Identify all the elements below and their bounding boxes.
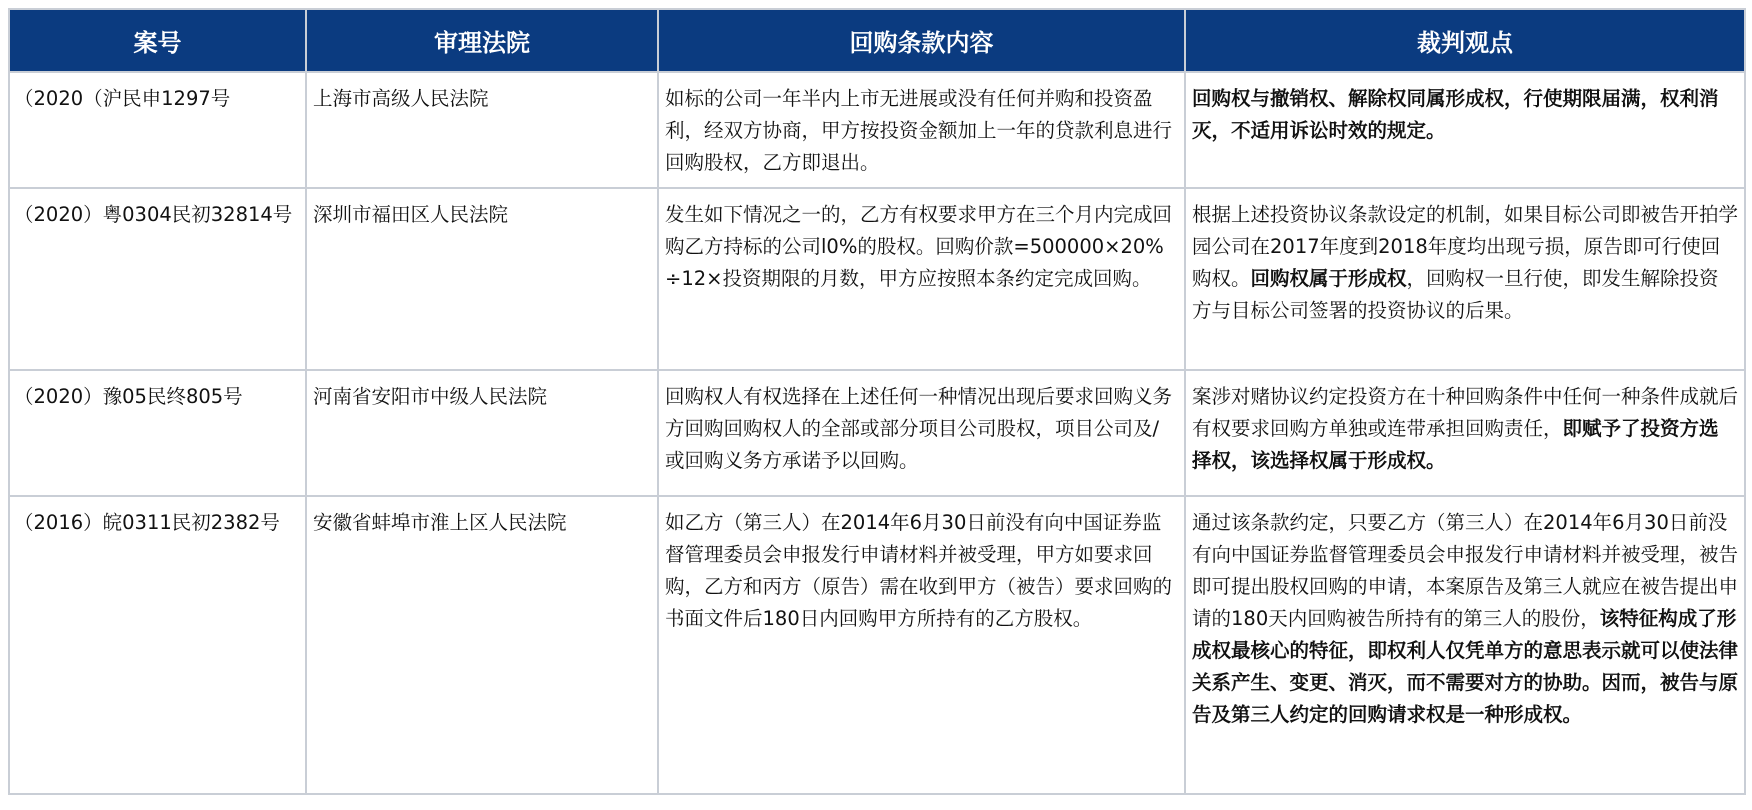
opinion-highlight: 回购权与撤销权、解除权同属形成权，行使期限届满，权利消灭，不适用诉讼时效的规定。 [1192, 87, 1719, 142]
opinion-text: 根据上述投资协议条款设定的机制，如果目标公司即被告开拍学园公司在2017年度到2018年度均出现亏损，原告即可行使回购权。 [1192, 203, 1739, 290]
opinion-text: 案涉对赌协议约定投资方在十种回购条件中任何一种条件成就后有权要求回购方单独或连带承担回购责任， [1192, 385, 1739, 440]
opinion-text: 通过该条款约定，只要乙方（第三人）在2014年6月30日前没有向中国证券监督管理委员会申报发行申请材料并被受理，被告即可提出股权回购的申请，本案原告及第三人就应在被告提出申请的180天内回购被告所持有的第三人的股份， [1192, 511, 1739, 630]
opinion-highlight: 即赋予了投资方选择权，该选择权属于形成权。 [1192, 417, 1719, 472]
table-row [9, 496, 1745, 794]
opinion-cell [1185, 72, 1745, 188]
case-no-cell: （2020）粤0304民初32814号 [9, 188, 306, 370]
clause-cell: 发生如下情况之一的，乙方有权要求甲方在三个月内完成回购乙方持标的公司l0%的股权。回购价款=500000×20%÷12×投资期限的月数，甲方应按照本条约定完成回购。 [658, 188, 1185, 370]
case-no-cell: （2016）皖0311民初2382号 [9, 496, 306, 794]
opinion-highlight: 该特征构成了形成权最核心的特征，即权利人仅凭单方的意思表示就可以使法律关系产生、变更、消灭，而不需要对方的协助。因而，被告与原告及第三人约定的回购请求权是一种形成权。 [1192, 607, 1739, 726]
header-opinion: 裁判观点 [1185, 9, 1745, 72]
table-row [9, 72, 1745, 188]
court-cell: 河南省安阳市中级人民法院 [306, 370, 658, 496]
case-no-cell: （2020）豫05民终805号 [9, 370, 306, 496]
case-table-container [8, 8, 1744, 795]
court-cell: 安徽省蚌埠市淮上区人民法院 [306, 496, 658, 794]
case-table [8, 8, 1746, 795]
opinion-text-after: ，回购权一旦行使，即发生解除投资方与目标公司签署的投资协议的后果。 [1192, 267, 1719, 322]
header-court: 审理法院 [306, 9, 658, 72]
opinion-cell [1185, 370, 1745, 496]
opinion-cell [1185, 188, 1745, 370]
court-cell: 上海市高级人民法院 [306, 72, 658, 188]
clause-cell: 回购权人有权选择在上述任何一种情况出现后要求回购义务方回购回购权人的全部或部分项目公司股权，项目公司及/或回购义务方承诺予以回购。 [658, 370, 1185, 496]
table-row [9, 370, 1745, 496]
case-no-cell: （2020（沪民申1297号 [9, 72, 306, 188]
clause-cell: 如标的公司一年半内上市无进展或没有任何并购和投资盈利，经双方协商，甲方按投资金额加上一年的贷款利息进行回购股权，乙方即退出。 [658, 72, 1185, 188]
header-case-no: 案号 [9, 9, 306, 72]
opinion-highlight: 回购权属于形成权 [1250, 267, 1407, 290]
opinion-cell [1185, 496, 1745, 794]
header-clause: 回购条款内容 [658, 9, 1185, 72]
court-cell: 深圳市福田区人民法院 [306, 188, 658, 370]
table-row [9, 188, 1745, 370]
header-row [9, 9, 1745, 72]
clause-cell: 如乙方（第三人）在2014年6月30日前没有向中国证券监督管理委员会申报发行申请材料并被受理，甲方如要求回购，乙方和丙方（原告）需在收到甲方（被告）要求回购的书面文件后180日内回购甲方所持有的乙方股权。 [658, 496, 1185, 794]
